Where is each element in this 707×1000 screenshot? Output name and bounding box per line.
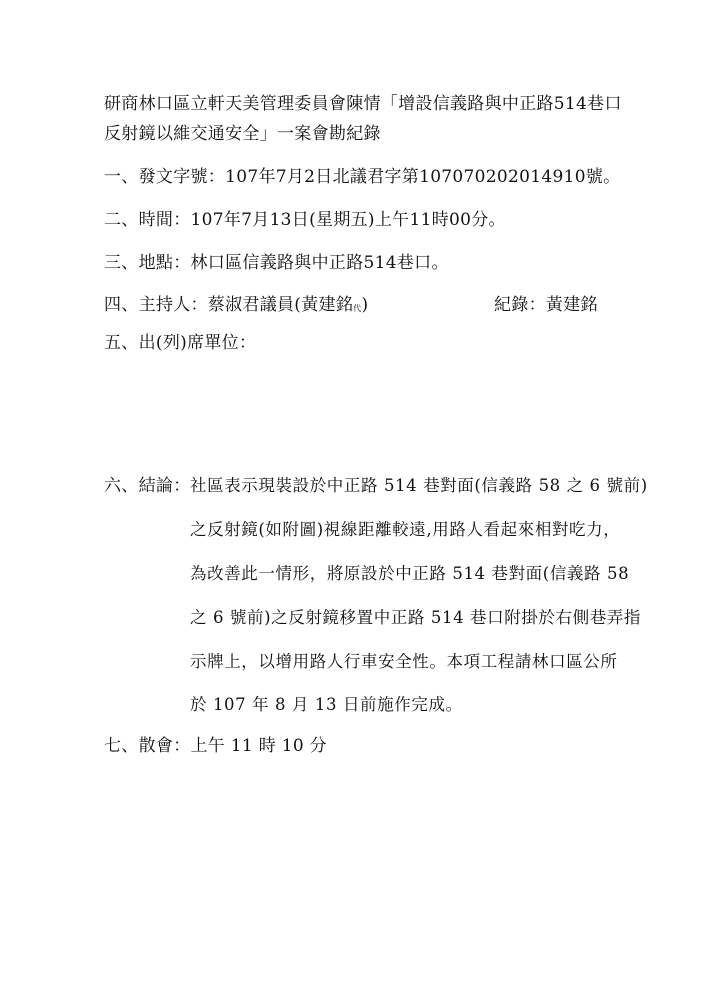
item-time: 二、時間：107年7月13日(星期五)上午11時00分。	[104, 210, 506, 230]
item-doc-number: 一、發文字號：107年7月2日北議君字第107070202014910號。	[104, 167, 621, 187]
conclusion-line: 之 6 號前)之反射鏡移置中正路 514 巷口附掛於右側巷弄指	[190, 608, 642, 627]
conclusion-line: 為改善此一情形，將原設於中正路 514 巷對面(信義路 58	[190, 564, 630, 583]
conclusion-line: 之反射鏡(如附圖)視線距離較遠,用路人看起來相對吃力，	[190, 520, 621, 539]
host-proxy-mark: 代	[353, 304, 362, 313]
item-conclusion-label: 六、結論：	[104, 476, 191, 496]
item-host	[104, 294, 368, 319]
conclusion-line: 於 107 年 8 月 13 日前施作完成。	[190, 695, 463, 714]
document-title-line-2: 反射鏡以維交通安全」一案會勘紀錄	[104, 124, 381, 144]
conclusion-line: 示牌上，以增用路人行車安全性。本項工程請林口區公所	[190, 652, 618, 671]
document-title-line-1: 研商林口區立軒天美管理委員會陳情「增設信義路與中正路514巷口	[104, 94, 622, 114]
item-adjourn: 七、散會：上午 11 時 10 分	[104, 736, 327, 756]
item-attendees: 五、出(列)席單位：	[104, 333, 257, 353]
host-text: 四、主持人：蔡淑君議員(黃建銘	[104, 295, 354, 315]
item-recorder: 紀錄：黃建銘	[494, 295, 598, 315]
host-close-paren: )	[361, 295, 369, 315]
conclusion-line: 社區表示現裝設於中正路 514 巷對面(信義路 58 之 6 號前)	[190, 476, 648, 495]
item-location: 三、地點：林口區信義路與中正路514巷口。	[104, 253, 449, 273]
